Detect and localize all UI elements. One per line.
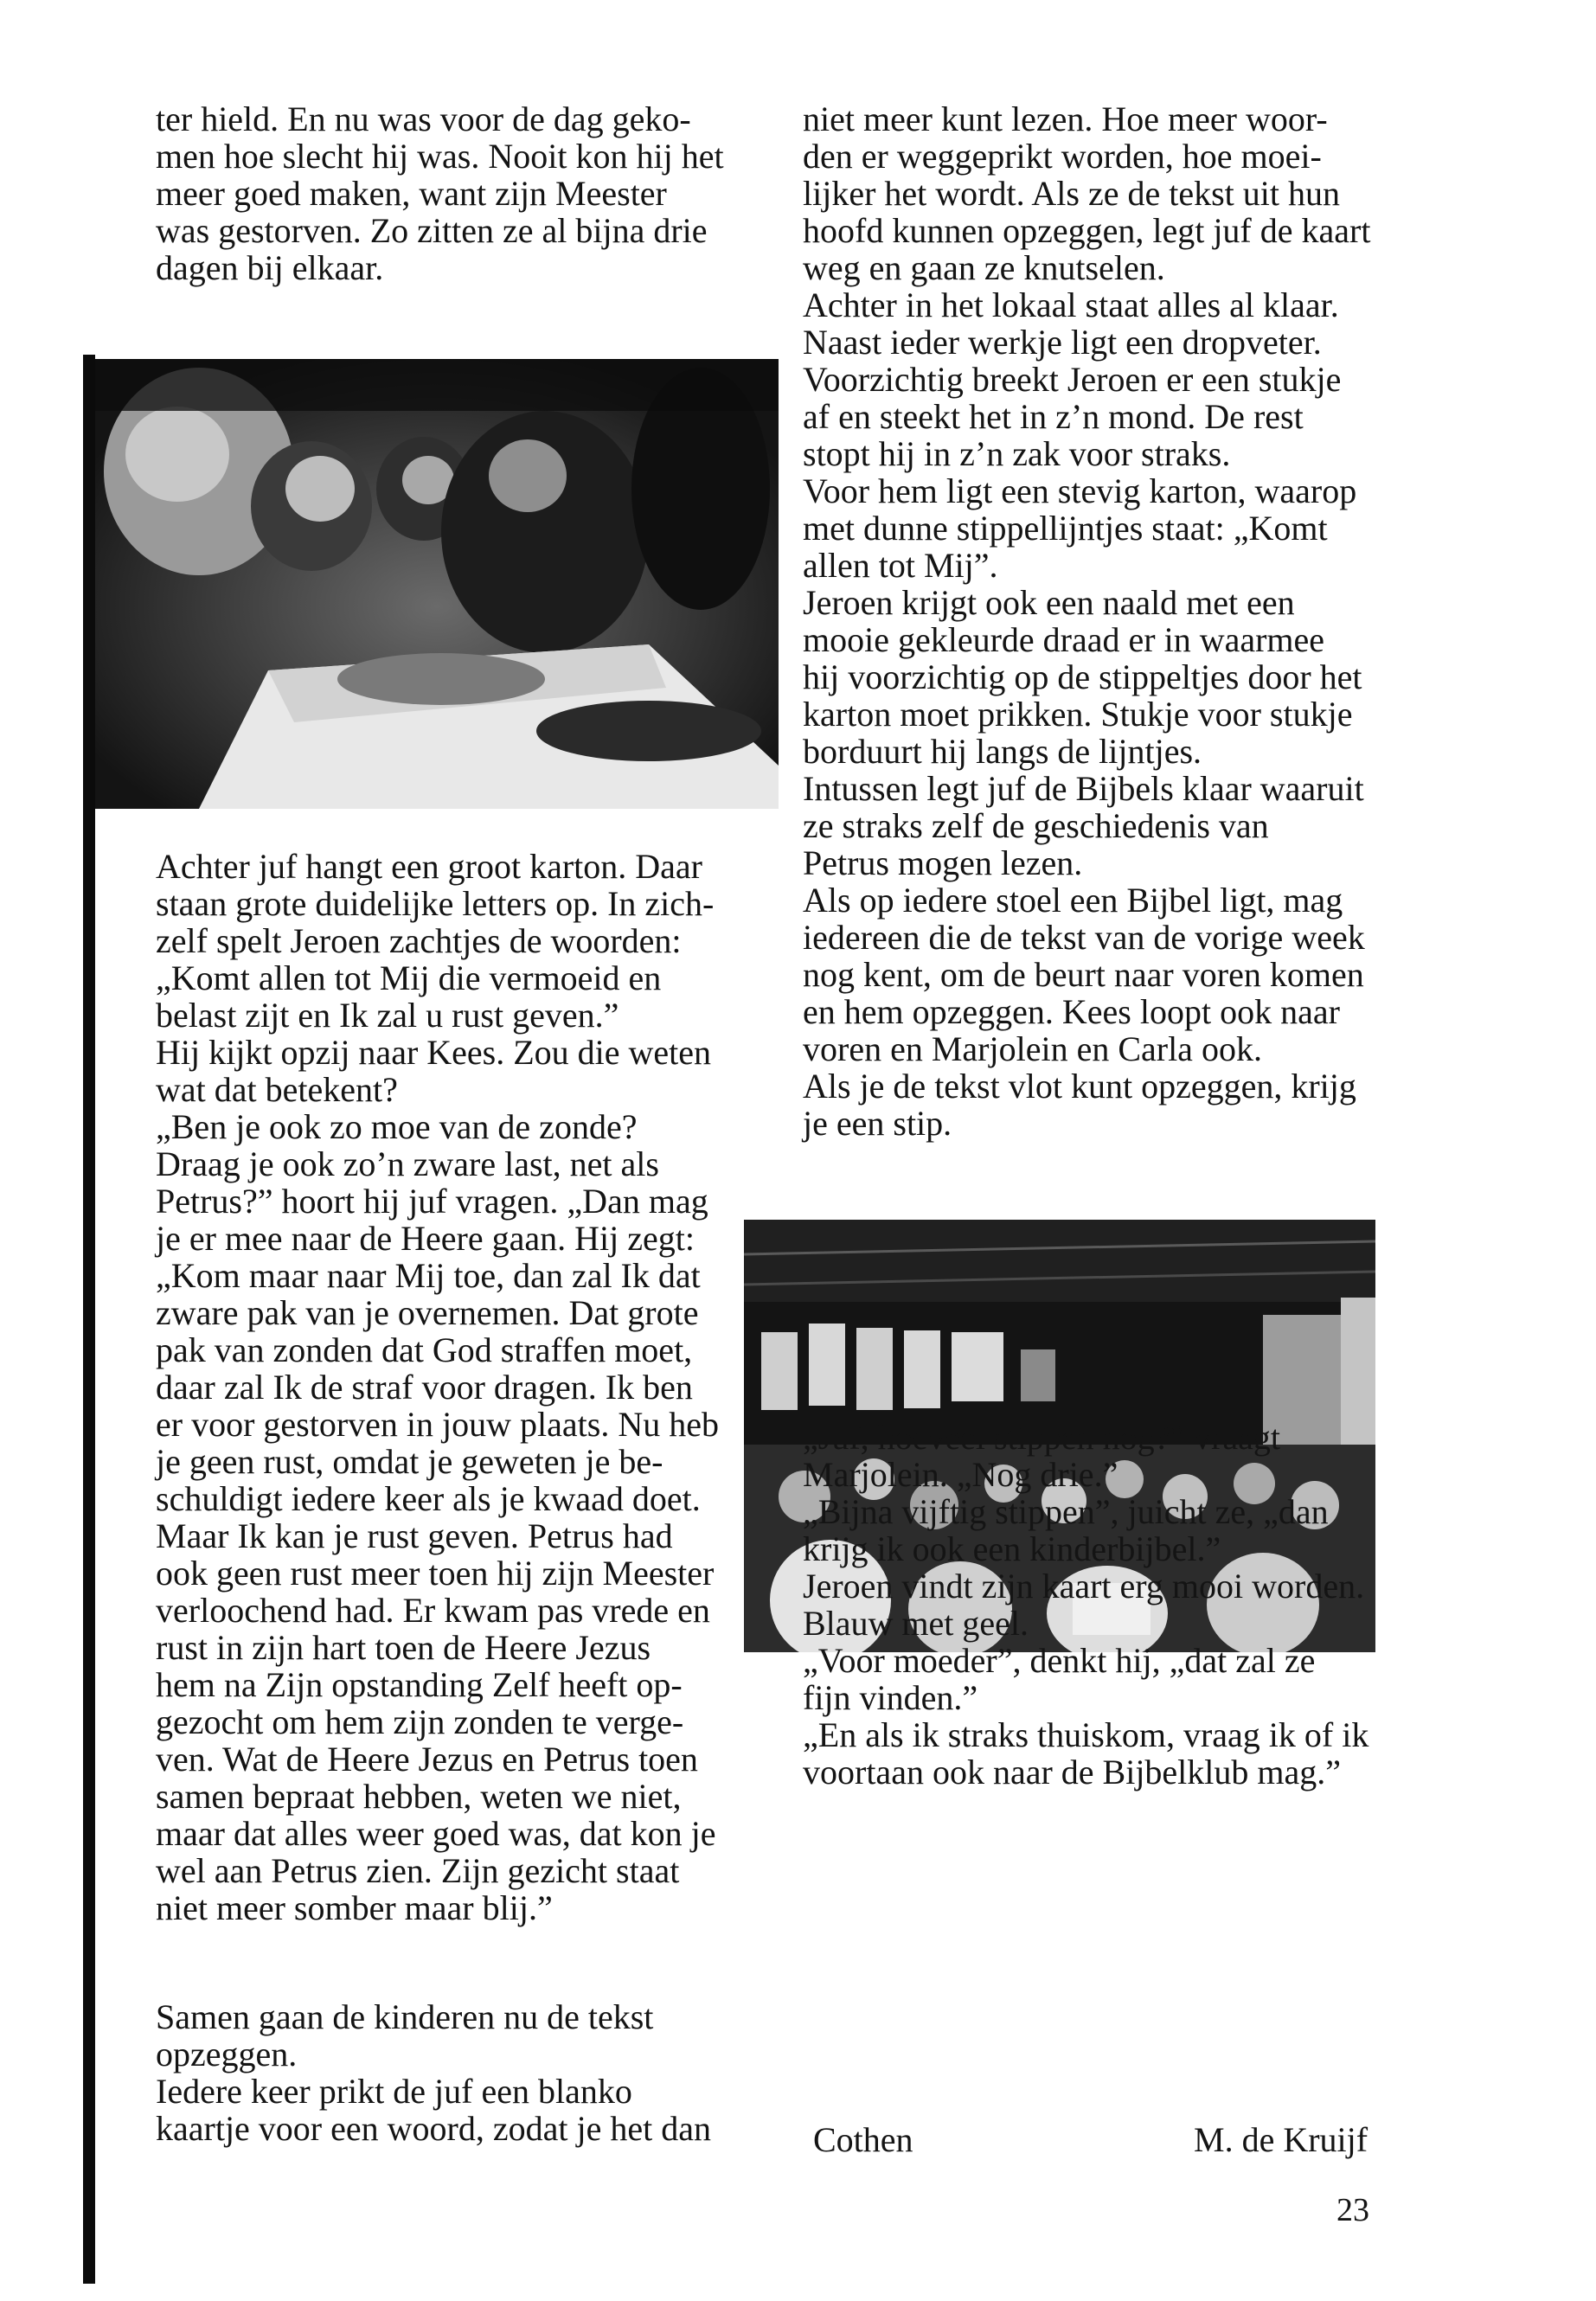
left-column-paragraph-2: Achter juf hangt een groot karton. Daar staan grote duidelijke letters op. In zich- zelf spelt Jeroen zachtjes de woorden: „Komt allen tot Mij die vermoeid en belast zijt en Ik zal u rust geven.” Hij kijkt opzij naar Kees. Zou die weten wat dat betekent? „Ben je ook zo moe van de zonde? Draag je ook zo’n zware last, net als Petrus?” hoort hij juf vragen. „Dan mag je er mee naar de Heere gaan. Hij zegt: „Kom maar naar Mij toe, dan zal Ik dat zware pak van je overnemen. Dat grote pak van zonden dat God straffen moet, daar zal Ik de straf voor dragen. Ik ben er voor gestorven in jouw plaats. Nu heb je geen rust, omdat je geweten je be- schuldigt iedere keer als je kwaad doet. Maar Ik kan je rust geven. Petrus had ook geen rust meer toen hij zijn Meester verloochend had. Er kwam pas vrede en rust in zijn hart toen de Heere Jezus hem na Zijn opstanding Zelf heeft op- gezocht om hem zijn zonden te verge- ven. Wat de Heere Jezus en Petrus toen samen bepraat hebben, weten we niet, maar dat alles weer goed was, dat kon je wel aan Petrus zien. Zijn gezicht staat niet meer somber maar blij.” [156,847,719,1927]
left-column-paragraph-3: Samen gaan de kinderen nu de tekst opzeggen. Iedere keer prikt de juf een blanko kaartje voor een woord, zodat je het dan [156,1997,711,2148]
signature-place: Cothen [813,2120,913,2159]
left-column-paragraph-1: ter hield. En nu was voor de dag geko- men hoe slecht hij was. Nooit kon hij het meer goed maken, want zijn Meester was gestorven. Zo zitten ze al bijna drie dagen bij elkaar. [156,99,724,287]
right-column-paragraph-1: niet meer kunt lezen. Hoe meer woor- den er weggeprikt worden, hoe moei- lijker het wordt. Als ze de tekst uit hun hoofd kunnen opzeggen, legt juf de kaart weg en gaan ze knutselen. Achter in het lokaal staat alles al klaar. Naast ieder werkje ligt een dropveter. Voorzichtig breekt Jeroen er een stukje af en steekt het in z’n mond. De rest stopt hij in z’n zak voor straks. Voor hem ligt een stevig karton, waarop met dunne stippellijntjes staat: „Komt allen tot Mij”. Jeroen krijgt ook een naald met een mooie gekleurde draad er in waarmee hij voorzichtig op de stippeltjes door het karton moet prikken. Stukje voor stukje borduurt hij langs de lijntjes. Intussen legt juf de Bijbels klaar waaruit ze straks zelf de geschiedenis van Petrus mogen lezen. Als op iedere stoel een Bijbel ligt, mag iedereen die de tekst van de vorige week nog kent, om de beurt naar voren komen en hem opzeggen. Kees loopt ook naar voren en Marjolein en Carla ook. Als je de tekst vlot kunt opzeggen, krijg je een stip. [803,99,1371,1143]
right-column-paragraph-2: „Juf, hoeveel stippen nog?” vraagt Marjolein. „Nog drie.” „Bijna vijftig stippen”, juicht ze, „dan krijg ik ook een kinderbijbel.” Jeroen vindt zijn kaart erg mooi worden. Blauw met geel. „Voor moeder”, denkt hij, „dat zal ze fijn vinden.” „En als ik straks thuiskom, vraag ik of ik voortaan ook naar de Bijbelklub mag.” [803,1418,1369,1791]
signature-author: M. de Kruijf [1194,2120,1368,2159]
page-number: 23 [1336,2192,1369,2228]
left-margin-rule [83,355,95,2284]
photo-children-at-table [95,359,779,809]
